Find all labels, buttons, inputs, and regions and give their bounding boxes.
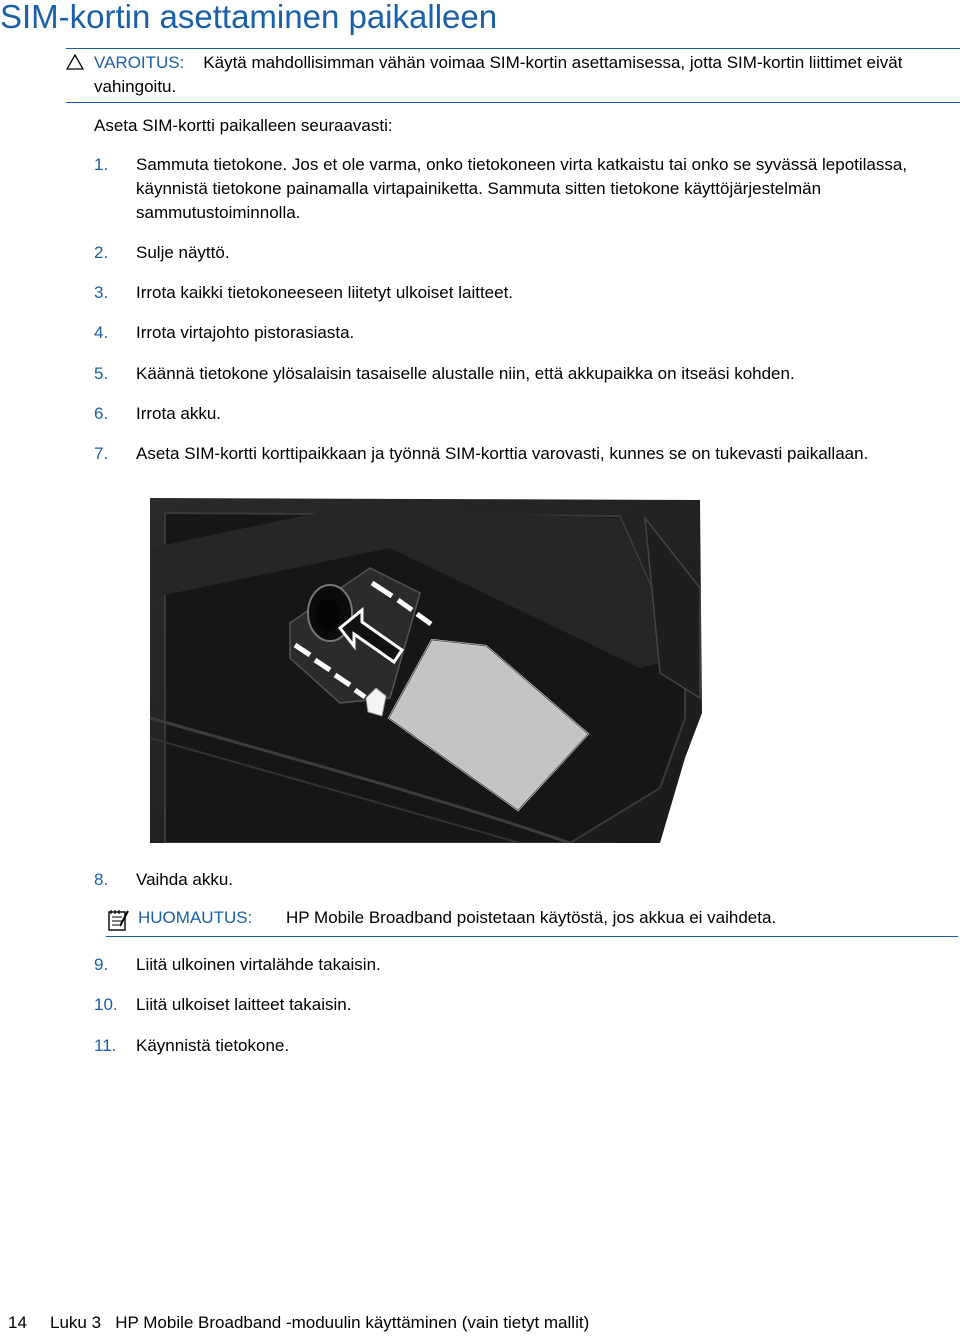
step-text: Irrota akku. [136, 404, 222, 423]
step-text: Irrota kaikki tietokoneeseen liitetyt ulkoiset laitteet. [136, 283, 514, 302]
intro-text: Aseta SIM-kortti paikalleen seuraavasti: [94, 116, 393, 135]
step-text: Käännä tietokone ylösalaisin tasaiselle alustalle niin, että akkupaikka on itseäsi kohden. [136, 364, 795, 383]
warning-triangle-icon [66, 54, 84, 70]
sim-card-insertion-illustration [140, 488, 715, 843]
warning-box [66, 48, 960, 103]
note-text: HP Mobile Broadband poistetaan käytöstä, jos akkua ei vaihdeta. [286, 908, 777, 927]
step-number: 10. [94, 995, 118, 1014]
step-number: 4. [94, 323, 109, 342]
note-box [106, 906, 958, 937]
step-number: 9. [94, 955, 109, 974]
step-text: Liitä ulkoinen virtalähde takaisin. [136, 955, 381, 974]
note-label: HUOMAUTUS: [138, 908, 253, 927]
warning-label: VAROITUS: [94, 53, 185, 72]
step-text: Aseta SIM-kortti korttipaikkaan ja työnnä SIM-korttia varovasti, kunnes se on tukevasti paikallaan. [136, 444, 869, 463]
page-title: SIM-kortin asettaminen paikalleen [0, 0, 498, 35]
step-text: Käynnistä tietokone. [136, 1036, 290, 1055]
step-number: 7. [94, 444, 109, 463]
step-number: 11. [94, 1036, 117, 1055]
step-text: Liitä ulkoiset laitteet takaisin. [136, 995, 352, 1014]
step-number: 1. [94, 155, 109, 174]
note-pad-icon [106, 908, 130, 932]
chapter-title: Luku 3 HP Mobile Broadband -moduulin käyttäminen (vain tietyt mallit) [50, 1313, 590, 1332]
warning-text-block [94, 51, 960, 99]
step-text: Irrota virtajohto pistorasiasta. [136, 323, 355, 342]
step-number: 8. [94, 870, 109, 889]
step-text: Sulje näyttö. [136, 243, 230, 262]
step-number: 3. [94, 283, 109, 302]
warning-text: Käytä mahdollisimman vähän voimaa SIM-kortin asettamisessa, jotta SIM-kortin liittimet eivät vahingoitu. [94, 53, 903, 96]
step-number: 2. [94, 243, 109, 262]
step-number: 5. [94, 364, 109, 383]
step-number: 6. [94, 404, 109, 423]
page-number: 14 [8, 1313, 27, 1332]
step-text: Vaihda akku. [136, 870, 234, 889]
step-text: Sammuta tietokone. Jos et ole varma, onko tietokoneen virta katkaistu tai onko se syvässä lepotilassa, käynnistä tietokone painamalla virtapainiketta. Sammuta sitten tietokone käyttöjärjestelmän sammutustoiminnolla. [136, 155, 908, 222]
page-footer [8, 1312, 589, 1334]
